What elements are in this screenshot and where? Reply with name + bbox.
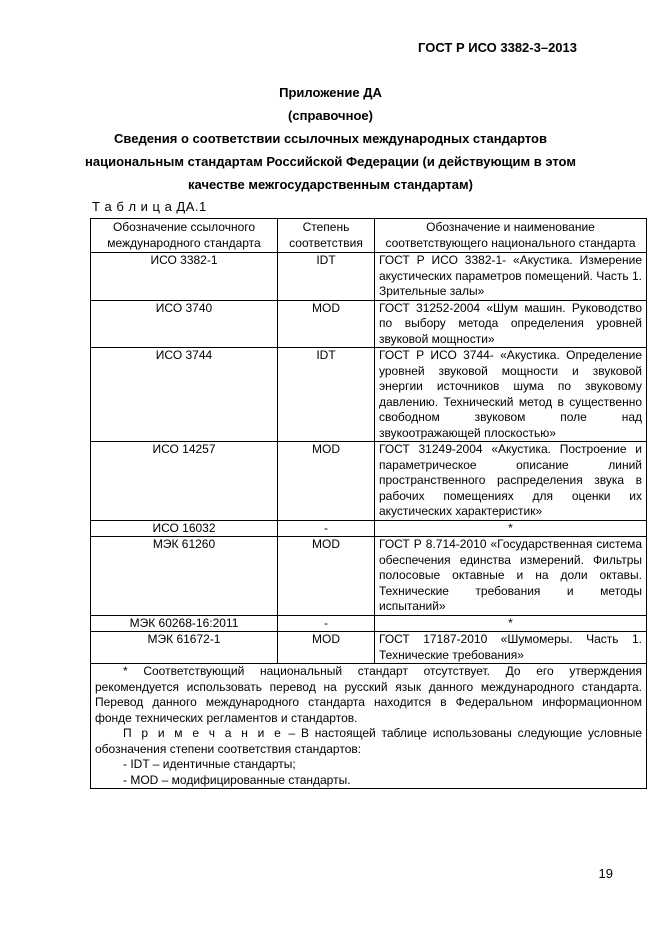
table-row [91, 537, 647, 616]
cell-national: ГОСТ Р ИСО 3382-1- «Акустика. Измерение акустических параметров помещений. Часть 1. Зрительные залы» [375, 253, 647, 301]
column-header-degree: Степень соответствия [278, 219, 375, 253]
cell-degree: MOD [278, 632, 375, 664]
table-row [91, 615, 647, 632]
cell-national: * [375, 520, 647, 537]
cell-reference: ИСО 3744 [91, 348, 278, 442]
document-id: ГОСТ Р ИСО 3382-3–2013 [418, 40, 577, 55]
cell-reference: МЭК 60268-16:2011 [91, 615, 278, 632]
appendix-subtitle: (справочное) [288, 108, 373, 123]
table-header-row [91, 219, 647, 253]
appendix-title: Приложение ДА [279, 85, 382, 100]
footnote: * Соответствующий национальный стандарт отсутствует. До его утверждения рекомендуется использовать перевод на русский язык данного международного стандарта. Перевод данного международного стандарта находится в Федеральном информационном фонде технических регламентов и стандартов. [95, 664, 642, 725]
cell-national: * [375, 615, 647, 632]
cell-degree: MOD [278, 537, 375, 616]
table-row [91, 300, 647, 348]
table-row [91, 442, 647, 521]
cell-degree: - [278, 615, 375, 632]
table-notes [91, 664, 647, 789]
note-item-idt: - IDT – идентичные стандарты; [123, 757, 296, 771]
note [95, 726, 642, 757]
cell-national: ГОСТ 31249-2004 «Акустика. Построение и параметрическое описание линий пространственного распределения звука в рабочих помещениях для оценки их акустических характеристик» [375, 442, 647, 521]
table-row [91, 348, 647, 442]
table-row [91, 632, 647, 664]
table-notes-row [91, 664, 647, 789]
page-number: 19 [598, 866, 613, 881]
cell-degree: IDT [278, 348, 375, 442]
appendix-heading-line-1: Сведения о соответствии ссылочных международных стандартов [114, 131, 547, 146]
cell-reference: ИСО 3382-1 [91, 253, 278, 301]
cell-national: ГОСТ Р 8.714-2010 «Государственная система обеспечения единства измерений. Фильтры полосовые октавные и на доли октавы. Технические требования и методы испытаний» [375, 537, 647, 616]
cell-degree: - [278, 520, 375, 537]
cell-national: ГОСТ 31252-2004 «Шум машин. Руководство по выбору метода определения уровней звуковой мощности» [375, 300, 647, 348]
column-header-national: Обозначение и наименование соответствующего национального стандарта [375, 219, 647, 253]
appendix-heading-line-2: национальным стандартам Российской Федерации (и действующим в этом [85, 154, 576, 169]
note-item-mod: - MOD – модифицированные стандарты. [123, 772, 351, 787]
appendix-heading-line-3: качестве межгосударственным стандартам) [188, 177, 473, 192]
cell-reference: ИСО 16032 [91, 520, 278, 537]
cell-degree: MOD [278, 442, 375, 521]
table-row [91, 253, 647, 301]
note-text: – В настоящей таблице использованы следующие условные обозначения степени соответствия стандартов: [95, 726, 642, 756]
cell-reference: МЭК 61260 [91, 537, 278, 616]
cell-degree: IDT [278, 253, 375, 301]
column-header-reference: Обозначение ссылочного международного стандарта [91, 219, 278, 253]
cell-reference: ИСО 14257 [91, 442, 278, 521]
cell-reference: МЭК 61672-1 [91, 632, 278, 664]
cell-reference: ИСО 3740 [91, 300, 278, 348]
cell-national: ГОСТ Р ИСО 3744- «Акустика. Определение уровней звуковой мощности и звуковой энергии источников шума по звуковому давлению. Технический метод в существенно свободном звуковом поле над звукоотражающей плоскостью» [375, 348, 647, 442]
table-row [91, 520, 647, 537]
note-label: П р и м е ч а н и е [123, 726, 283, 740]
correspondence-table [90, 218, 647, 789]
cell-national: ГОСТ 17187-2010 «Шумомеры. Часть 1. Технические требования» [375, 632, 647, 664]
table-caption: Т а б л и ц а ДА.1 [92, 199, 207, 214]
cell-degree: MOD [278, 300, 375, 348]
